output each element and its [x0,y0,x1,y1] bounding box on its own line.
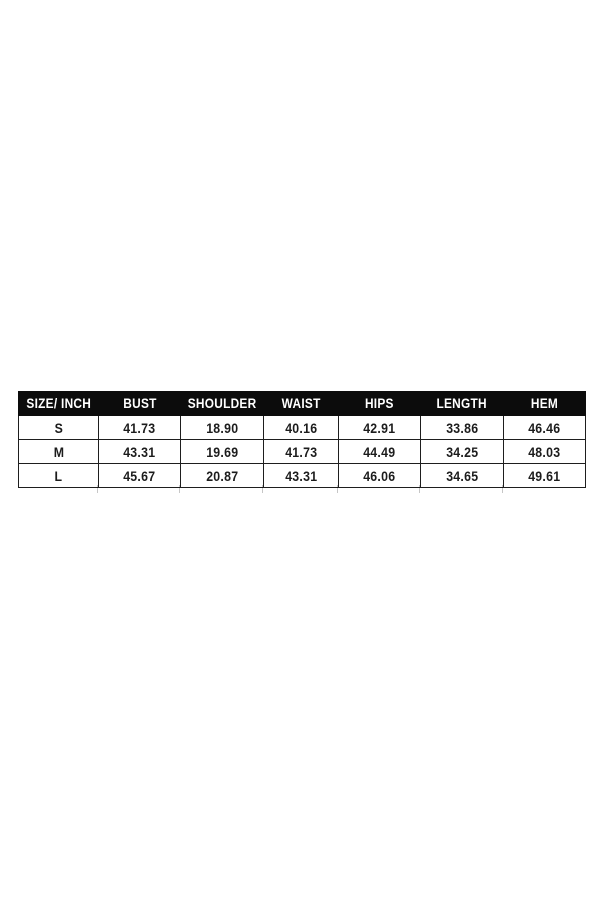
measurement-cell [339,464,421,488]
size-row-l [19,464,586,488]
header-label: BUST [122,396,157,411]
header-label: WAIST [281,396,321,411]
measurement-cell [181,440,264,464]
header-label: HEM [530,396,559,411]
measurement-value: 42.91 [363,419,396,436]
size-label: S [54,419,63,436]
measurement-cell [99,464,181,488]
size-chart-table [18,391,586,488]
measurement-cell [504,464,586,488]
measurement-cell [339,416,421,440]
size-label: L [54,467,63,484]
header-label: LENGTH [436,396,488,411]
size-chart [18,391,585,488]
size-row-s [19,416,586,440]
measurement-value: 46.06 [363,467,396,484]
measurement-cell [504,416,586,440]
header-cell-bust [99,392,181,416]
size-chart-header-row [19,392,586,416]
measurement-value: 44.49 [363,443,396,460]
header-cell-length [421,392,504,416]
measurement-cell [264,416,339,440]
header-label: HIPS [365,396,394,411]
measurement-value: 34.25 [445,443,479,460]
measurement-value: 46.46 [528,419,561,436]
measurement-value: 41.73 [123,419,156,436]
measurement-cell [504,440,586,464]
measurement-value: 20.87 [205,467,239,484]
header-label: SIZE/ INCH [26,396,91,411]
header-cell-shoulder [181,392,264,416]
measurement-cell [264,464,339,488]
header-label: SHOULDER [187,396,257,411]
table-bottom-line-stubs [18,485,585,493]
header-cell-hem [504,392,586,416]
measurement-cell [421,464,504,488]
header-cell-hips [339,392,421,416]
measurement-value: 41.73 [284,443,318,460]
measurement-cell [264,440,339,464]
measurement-value: 48.03 [528,443,561,460]
header-cell-size-inch [19,392,99,416]
measurement-value: 19.69 [205,443,239,460]
measurement-value: 33.86 [445,419,479,436]
header-cell-waist [264,392,339,416]
size-label-cell [19,440,99,464]
measurement-value: 49.61 [528,467,561,484]
measurement-value: 43.31 [123,443,156,460]
size-label: M [53,443,64,460]
measurement-value: 40.16 [284,419,318,436]
size-row-m [19,440,586,464]
measurement-cell [339,440,421,464]
measurement-value: 34.65 [445,467,479,484]
measurement-value: 45.67 [123,467,156,484]
measurement-value: 43.31 [284,467,318,484]
measurement-cell [99,416,181,440]
size-label-cell [19,416,99,440]
measurement-cell [421,440,504,464]
measurement-value: 18.90 [205,419,239,436]
measurement-cell [181,464,264,488]
size-label-cell [19,464,99,488]
measurement-cell [181,416,264,440]
measurement-cell [99,440,181,464]
measurement-cell [421,416,504,440]
